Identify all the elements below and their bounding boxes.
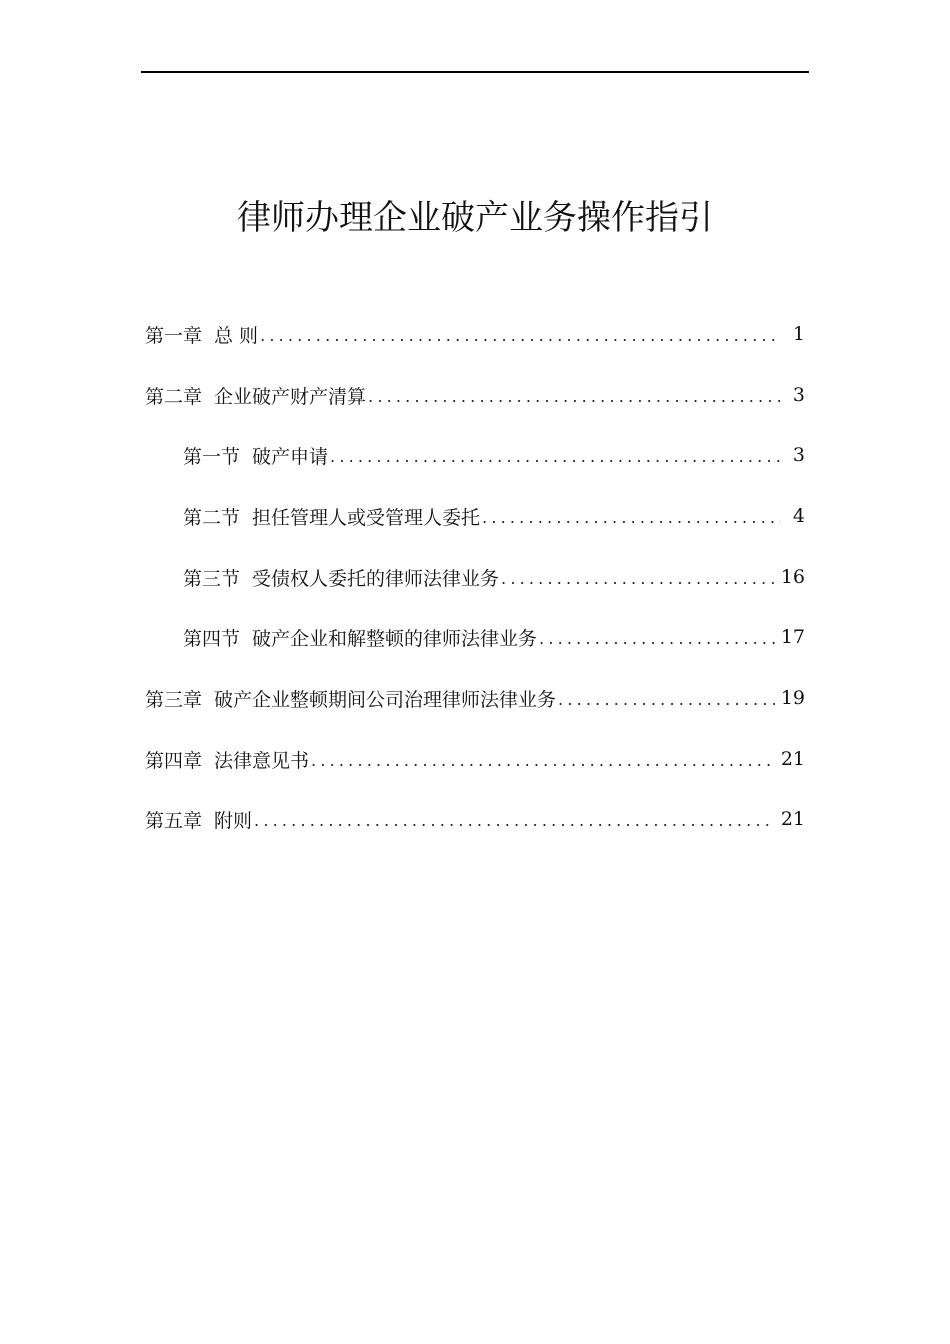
toc-entry-page: 3 — [792, 384, 805, 406]
toc-entry-page: 19 — [780, 687, 805, 709]
toc-entry-number: 第三章 — [145, 688, 203, 711]
toc-entry-section-1[interactable] — [183, 437, 805, 473]
toc-entry-page: 16 — [780, 566, 805, 588]
toc-entry-page: 4 — [792, 505, 805, 527]
toc-entry-page: 21 — [780, 808, 805, 830]
toc-entry-chapter-1[interactable] — [145, 316, 805, 352]
toc-entry-title: 破产申请 — [252, 445, 329, 468]
dot-leader — [539, 627, 775, 648]
toc-entry-label — [145, 746, 311, 773]
toc-entry-label — [183, 564, 501, 591]
dot-leader — [558, 688, 775, 709]
toc-entry-page: 17 — [780, 626, 805, 648]
toc-entry-page: 1 — [792, 323, 805, 345]
toc-entry-title: 法律意见书 — [214, 749, 310, 772]
toc-entry-label — [145, 806, 254, 833]
toc-entry-number: 第二章 — [145, 385, 203, 408]
toc-entry-title: 破产企业和解整顿的律师法律业务 — [252, 627, 538, 650]
dot-leader — [330, 445, 781, 466]
toc-entry-chapter-4[interactable] — [145, 741, 805, 777]
toc-entry-title: 担任管理人或受管理人委托 — [252, 506, 481, 529]
dot-leader — [482, 506, 781, 527]
toc-entry-number: 第三节 — [183, 567, 241, 590]
toc-entry-chapter-2[interactable] — [145, 377, 805, 413]
toc-entry-page: 21 — [780, 748, 805, 770]
toc-entry-number: 第五章 — [145, 809, 203, 832]
toc-entry-title: 附则 — [214, 809, 253, 832]
toc-entry-chapter-3[interactable] — [145, 680, 805, 716]
dot-leader — [368, 385, 781, 406]
toc-entry-section-3[interactable] — [183, 559, 805, 595]
header-rule — [141, 71, 809, 73]
toc-entry-title: 破产企业整顿期间公司治理律师法律业务 — [214, 688, 557, 711]
toc-entry-label — [145, 685, 558, 712]
toc-entry-label — [145, 321, 260, 348]
toc-entry-page: 3 — [792, 444, 805, 466]
toc-entry-title: 受债权人委托的律师法律业务 — [252, 567, 500, 590]
toc-entry-title: 总 则 — [214, 324, 259, 347]
toc-entry-section-2[interactable] — [183, 498, 805, 534]
toc-entry-label — [183, 442, 330, 469]
toc-entry-number: 第四节 — [183, 627, 241, 650]
toc-entry-number: 第二节 — [183, 506, 241, 529]
toc-entry-label — [145, 382, 368, 409]
toc-entry-section-4[interactable] — [183, 619, 805, 655]
dot-leader — [254, 809, 775, 830]
toc-entry-number: 第四章 — [145, 749, 203, 772]
dot-leader — [501, 567, 775, 588]
document-title: 律师办理企业破产业务操作指引 — [237, 198, 713, 238]
dot-leader — [311, 749, 775, 770]
toc-entry-number: 第一节 — [183, 445, 241, 468]
toc-entry-number: 第一章 — [145, 324, 203, 347]
toc-entry-chapter-5[interactable] — [145, 801, 805, 837]
toc-entry-label — [183, 503, 482, 530]
toc-entry-label — [183, 624, 539, 651]
toc-entry-title: 企业破产财产清算 — [214, 385, 367, 408]
dot-leader — [260, 324, 781, 345]
